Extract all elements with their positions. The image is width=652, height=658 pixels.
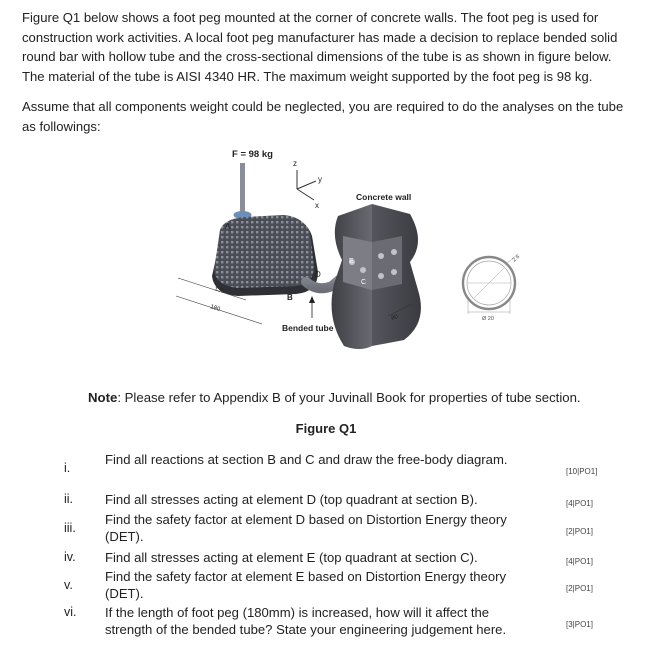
- point-e-label: E: [349, 258, 354, 265]
- point-a-label: A: [225, 222, 231, 231]
- concrete-wall: [332, 204, 421, 349]
- question-marks: [2|PO1]: [566, 584, 593, 593]
- question-number: v.: [64, 578, 73, 592]
- question-text: If the length of foot peg (180mm) is increased, how will it affect the strength of the bended tube? State your engineering judgement here.: [105, 605, 507, 637]
- point-d-label: D: [315, 270, 321, 279]
- question-marks: [3|PO1]: [566, 620, 593, 629]
- question-text: Find the safety factor at element E based on Distortion Energy theory (DET).: [105, 569, 507, 601]
- bended-tube-label: Bended tube: [282, 323, 334, 333]
- outer-diameter-label: Ø 20: [482, 316, 494, 322]
- dimension-130-label: 130: [213, 286, 225, 295]
- question-number: i.: [64, 461, 71, 475]
- question-marks: [4|PO1]: [566, 557, 593, 566]
- coordinate-axes: [297, 170, 316, 200]
- question-marks: [2|PO1]: [566, 527, 593, 536]
- axis-y-label: y: [318, 175, 322, 184]
- dimension-80-label: 80: [390, 313, 399, 322]
- tube-cross-section: [463, 254, 518, 314]
- appendix-note: [88, 390, 581, 405]
- question-number: iv.: [64, 550, 76, 564]
- question-number: iii.: [64, 521, 76, 535]
- assumption-paragraph: Assume that all components weight could be neglected, you are required to do the analyses on the tube as followings:: [22, 99, 624, 134]
- point-c-label: C: [361, 279, 367, 286]
- force-rod: [234, 163, 252, 219]
- dimension-180-label: 180: [209, 304, 221, 313]
- concrete-wall-label: Concrete wall: [356, 192, 412, 202]
- note-bold-label: Note: [88, 390, 118, 405]
- foot-peg-figure: [0, 140, 652, 388]
- tube-pointer-head: [309, 296, 315, 303]
- question-text: Find the safety factor at element D based on Distortion Energy theory (DET).: [105, 512, 507, 544]
- axis-z-label: z: [293, 159, 297, 168]
- intro-paragraph: Figure Q1 below shows a foot peg mounted at the corner of concrete walls. The foot peg is used for construction work activities. A local foot peg manufacturer has made a decision to replace bended solid round bar with hollow tube and the cross-sectional dimensions of the tube is as shown in figure below. The material of the tube is AISI 4340 HR. The maximum weight supported by the foot peg is 98 kg.: [22, 10, 618, 84]
- note-text: : Please refer to Appendix B of your Juvinall Book for properties of tube section.: [117, 390, 581, 405]
- question-marks: [4|PO1]: [566, 499, 593, 508]
- figure-caption: Figure Q1: [295, 421, 357, 436]
- force-label: F = 98 kg: [232, 149, 273, 160]
- question-text: Find all stresses acting at element E (top quadrant at section C).: [105, 550, 478, 565]
- question-number: ii.: [64, 492, 74, 506]
- wall-thickness-label: 2.6: [511, 254, 522, 264]
- question-marks: [10|PO1]: [566, 467, 598, 476]
- point-b-label: B: [287, 293, 293, 302]
- question-text: Find all reactions at section B and C and draw the free-body diagram.: [105, 452, 508, 467]
- question-number: vi.: [64, 605, 77, 619]
- axis-x-label: x: [315, 201, 319, 210]
- question-text: Find all stresses acting at element D (top quadrant at section B).: [105, 492, 478, 507]
